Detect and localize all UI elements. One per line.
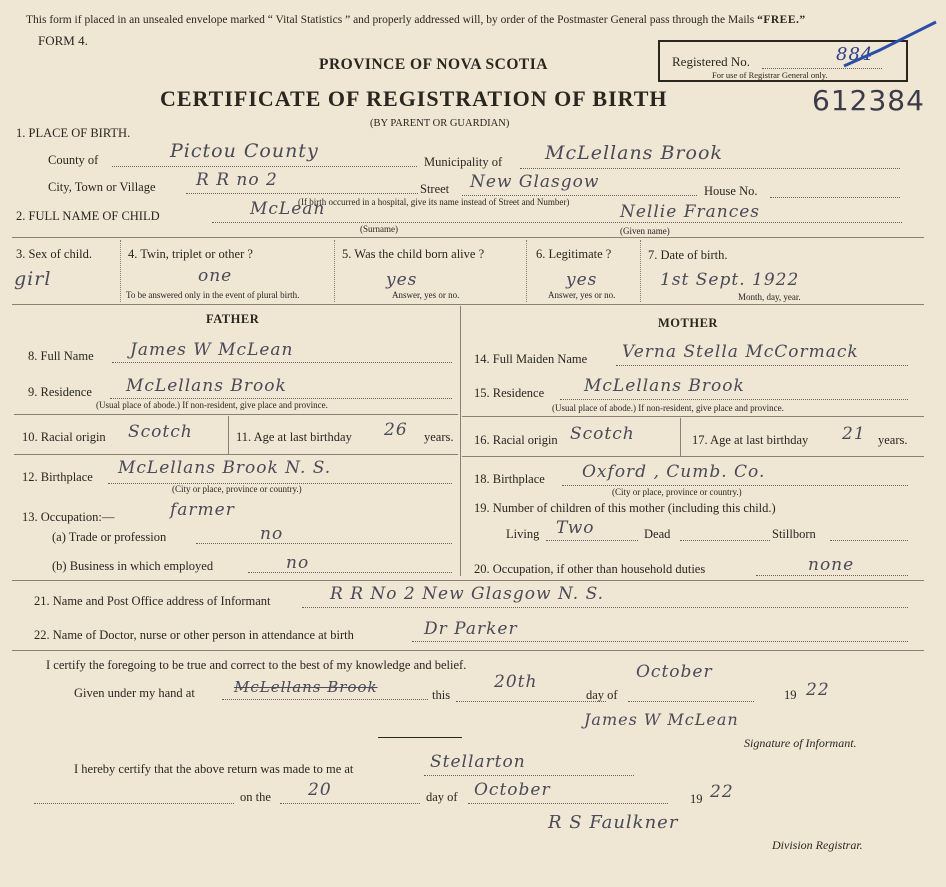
mother-residence-value: McLellans Brook (584, 376, 745, 396)
page-title: CERTIFICATE OF REGISTRATION OF BIRTH (160, 86, 668, 111)
father-birthplace-label: 12. Birthplace (22, 470, 93, 484)
children-label: 19. Number of children of this mother (including this child.) (474, 501, 776, 515)
registered-note: For use of Registrar General only. (712, 70, 828, 80)
father-racial-label: 10. Racial origin (22, 430, 106, 444)
mother-age-label: 17. Age at last birthday (692, 433, 809, 447)
registrar-statement: I hereby certify that the above return was made to me at (74, 762, 354, 776)
registered-number: 884 (836, 44, 874, 65)
city-value: R R no 2 (196, 170, 278, 190)
sex-value: girl (14, 268, 52, 290)
father-occupation-label: 13. Occupation:— (22, 510, 115, 524)
municipality-value: McLellans Brook (545, 142, 723, 164)
informant-signature-label: Signature of Informant. (744, 736, 857, 750)
certify-month-value: October (636, 662, 713, 682)
business-label: (b) Business in which employed (52, 559, 214, 573)
twin-note: To be answered only in the event of plural birth. (126, 290, 300, 300)
father-name-value: James W McLean (130, 340, 294, 360)
living-value: Two (556, 518, 595, 538)
alive-note: Answer, yes or no. (392, 290, 460, 300)
mother-occupation-label: 20. Occupation, if other than household duties (474, 562, 706, 576)
legitimate-note: Answer, yes or no. (548, 290, 616, 300)
mother-racial-label: 16. Racial origin (474, 433, 558, 447)
mother-age-value: 21 (842, 424, 866, 444)
mother-age-unit: years. (878, 433, 908, 447)
mother-heading: MOTHER (658, 316, 718, 330)
certificate-number: 612384 (812, 84, 925, 117)
father-heading: FATHER (206, 312, 260, 326)
municipality-label: Municipality of (424, 155, 503, 169)
registrar-year-prefix: 19 (690, 792, 703, 806)
informant-signature: James W McLean (584, 710, 739, 729)
doctor-value: Dr Parker (424, 619, 518, 639)
dead-label: Dead (644, 527, 671, 541)
birth-date-value: 1st Sept. 1922 (660, 270, 800, 290)
father-residence-note: (Usual place of abode.) If non-resident, give place and province. (96, 400, 328, 410)
father-occupation-value: farmer (170, 500, 235, 520)
certify-day-label: day of (586, 688, 618, 702)
hospital-note: (If birth occurred in a hospital, give its name instead of Street and Number) (298, 197, 570, 207)
birth-date-label: 7. Date of birth. (648, 248, 728, 262)
certify-day-value: 20th (494, 672, 538, 692)
father-racial-value: Scotch (128, 422, 193, 442)
form-number: FORM 4. (38, 33, 88, 48)
legitimate-value: yes (566, 270, 598, 290)
house-label: House No. (704, 184, 758, 198)
father-residence-value: McLellans Brook (126, 376, 287, 396)
birth-date-note: Month, day, year. (738, 292, 801, 302)
father-residence-label: 9. Residence (28, 385, 92, 399)
check-mark-icon (840, 20, 940, 76)
business-value: no (286, 553, 310, 573)
certify-year-value: 22 (806, 680, 830, 700)
city-label: City, Town or Village (48, 180, 156, 194)
alive-label: 5. Was the child born alive ? (342, 247, 485, 261)
alive-value: yes (386, 270, 418, 290)
certify-year-prefix: 19 (784, 688, 797, 702)
registrar-year-value: 22 (710, 782, 734, 802)
twin-label: 4. Twin, triplet or other ? (128, 247, 253, 261)
registered-label: Registered No. (672, 54, 750, 69)
stillborn-label: Stillborn (772, 527, 816, 541)
mother-occupation-value: none (808, 555, 855, 575)
living-label: Living (506, 527, 540, 541)
registrar-on-label: on the (240, 790, 271, 804)
registrar-day-label: day of (426, 790, 458, 804)
surname-note: (Surname) (360, 224, 398, 234)
mother-residence-note: (Usual place of abode.) If non-resident, give place and province. (552, 403, 784, 413)
registrar-signature: R S Faulkner (548, 812, 679, 833)
informant-label: 21. Name and Post Office address of Informant (34, 594, 271, 608)
province-heading: PROVINCE OF NOVA SCOTIA (319, 56, 548, 73)
sex-label: 3. Sex of child. (16, 247, 93, 261)
trade-value: no (260, 524, 284, 544)
mother-name-value: Verna Stella McCormack (622, 342, 859, 362)
father-name-label: 8. Full Name (28, 349, 94, 363)
mother-name-label: 14. Full Maiden Name (474, 352, 588, 366)
father-age-value: 26 (384, 420, 408, 440)
street-value: New Glasgow (470, 172, 600, 192)
father-birthplace-note: (City or place, province or country.) (172, 484, 302, 494)
mother-birthplace-note: (City or place, province or country.) (612, 487, 742, 497)
father-age-label: 11. Age at last birthday (236, 430, 352, 444)
registrar-month-value: October (474, 780, 551, 800)
given-place-value: McLellans Brook (234, 678, 378, 696)
child-given-name: Nellie Frances (620, 202, 761, 222)
informant-value: R R No 2 New Glasgow N. S. (330, 584, 605, 604)
mother-birthplace-label: 18. Birthplace (474, 472, 545, 486)
mother-racial-value: Scotch (570, 424, 635, 444)
father-age-unit: years. (424, 430, 454, 444)
registrar-day-value: 20 (308, 780, 332, 800)
certify-statement: I certify the foregoing to be true and correct to the best of my knowledge and belief. (46, 658, 467, 672)
legitimate-label: 6. Legitimate ? (536, 247, 612, 261)
registrar-signature-label: Division Registrar. (772, 838, 863, 852)
trade-label: (a) Trade or profession (52, 530, 167, 544)
father-birthplace-value: McLellans Brook N. S. (118, 458, 332, 478)
place-heading: 1. PLACE OF BIRTH. (16, 126, 131, 140)
given-label: Given under my hand at (74, 686, 195, 700)
subtitle: (BY PARENT OR GUARDIAN) (370, 118, 510, 129)
street-label: Street (420, 182, 450, 196)
child-surname: McLean (250, 199, 326, 219)
registrar-place-value: Stellarton (430, 752, 526, 772)
free-mark: “FREE.” (757, 14, 806, 26)
county-label: County of (48, 153, 99, 167)
mother-residence-label: 15. Residence (474, 386, 545, 400)
child-name-label: 2. FULL NAME OF CHILD (16, 209, 160, 223)
this-label: this (432, 688, 451, 702)
given-note: (Given name) (620, 226, 670, 236)
mailing-notice-text: This form if placed in an unsealed envelope marked “ Vital Statistics ” and properly addressed will, by order of the Postmaster General pass through the Mails (26, 14, 755, 26)
twin-value: one (198, 266, 233, 286)
mailing-notice (26, 14, 806, 26)
county-value: Pictou County (170, 140, 319, 162)
mother-birthplace-value: Oxford , Cumb. Co. (582, 462, 766, 482)
doctor-label: 22. Name of Doctor, nurse or other person in attendance at birth (34, 628, 354, 642)
